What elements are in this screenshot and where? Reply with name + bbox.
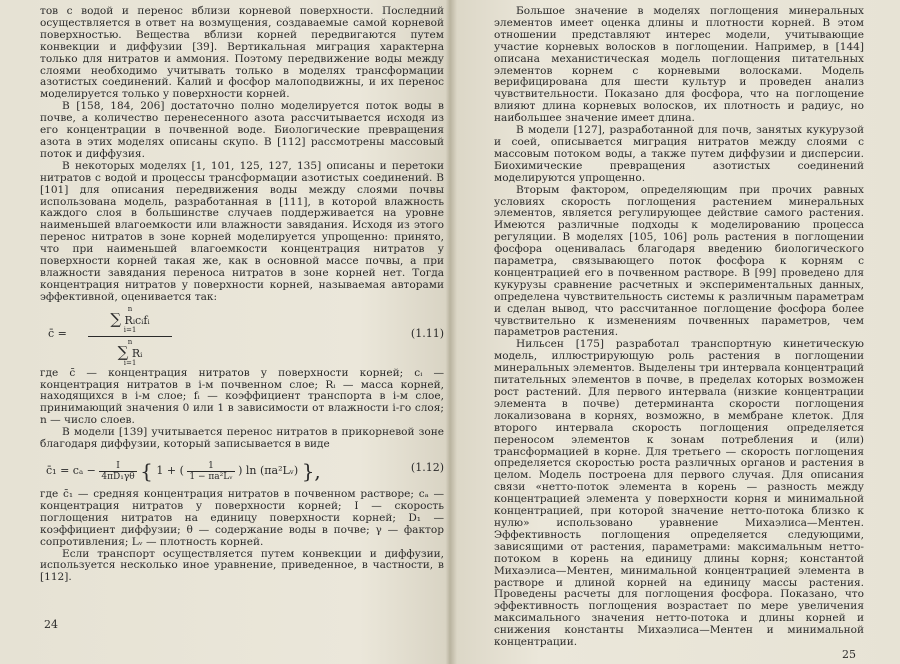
formula-2-frac2-num: 1 — [187, 461, 234, 472]
formula-2-frac1-den: 4πD₁γθ — [101, 471, 135, 482]
formula-2-frac1-num: I — [99, 461, 136, 472]
formula-1-sum-upper: n — [127, 304, 133, 313]
left-paragraph-4: где c̄ — концентрация нитратов у поверхности корней; cᵢ — концентрация нитратов в i-м почвенном слое; Rᵢ — масса корней, находящихся в i-м слое; fᵢ — коэффициент транспорта в i-м слое, принимающий значения 0 или 1 в зависимости от влажности i-го слоя; n — число слоев. — [40, 366, 444, 427]
sum-sign-icon: ∑ — [110, 309, 122, 328]
formula-2-fraction-2 — [187, 461, 234, 482]
formula-1-fraction — [88, 306, 172, 367]
left-text-bottom — [40, 489, 444, 584]
formula-1-numerator — [88, 306, 172, 337]
right-paragraph-3: Вторым фактором, определяющим при прочих равных условиях скорость поглощения растением минеральных элементов, является регулирующее действие самого растения. Имеются различные подходы к моделированию процесса регуляции. В моделях [105, 106] роль растения в поглощении фосфора оценивалась благодаря введению биологического параметра, связывающего поток фосфора к корням с концентрацией его в почвенном растворе. В [99] проведено для кукурузы сравнение расчетных и экспериментальных данных, определена чувствительность системы к различным параметрам и сделан вывод, что рассчитанное поглощение фосфора более чувствительно к изменениям почвенных параметров, чем параметров растения. — [494, 183, 864, 339]
right-page — [494, 6, 864, 649]
formula-1-11 — [40, 304, 444, 368]
right-paragraph-1: Большое значение в моделях поглощения минеральных элементов имеет оценка длины и плотности корней. В этом отношении представляют интерес модели, учитывающие участие корневых волосков в поглощении. Например, в [144] описана механистическая модель поглощения питательных элементов корнем с корневыми волосками. Модель верифицирована для шести культур и проведен анализ чувствительности. Показано для фосфора, что на поглощение влияют длина корневых волосков, их плотность и радиус, но наибольшее значение имеет длина. — [494, 5, 864, 125]
formula-1-lhs: c̄ = — [48, 326, 67, 340]
formula-2-one-plus: 1 + ( — [156, 464, 184, 477]
left-paragraph-3: В некоторых моделях [1, 101, 125, 127, 135] описаны и перетоки нитратов с водой и процессы трансформации азотистых соединений. В [101] для описания передвижения воды между слоями почвы использована модель, разработанная в [111], в которой влажность каждого слоя в большинстве случаев поддерживается на уровне наименьшей влагоемкости или влажности завядания. Исходя из этого перенос нитратов в зоне корней моделируется упрощенно: принято, что при наименьшей влагоемкости концентрация нитратов у поверхности корней такая же, как в основной массе почвы, а при влажности завядания переноса нитратов в зоне корней нет. Тогда концентрация нитратов у поверхности корней, называемая авторами эффективной, оценивается так: — [40, 159, 444, 303]
formula-1-12 — [40, 451, 444, 489]
left-paragraph-1: тов с водой и перенос вблизи корневой поверхности. Последний осуществляется в ответ на возмущения, создаваемые самой корневой поверхностью. Вещества вблизи корней передвигаются путем конвекции и диффузии [39]. Вертикальная миграция характерна только для нитратов и аммония. Поэтому передвижение воды между слоями необходимо учитывать только в моделях трансформации азотистых соединений. Калий и фосфор малоподвижны, и их перенос моделируется только у поверхности корней. — [40, 5, 444, 101]
formula-1-sum-lower: i=1 — [123, 325, 137, 334]
formula-1-denominator-expr: Rᵢ — [131, 346, 143, 360]
right-paragraph-2: В модели [127], разработанной для почв, занятых кукурузой и соей, описывается миграция нитратов между слоями с массовым потоком воды, а также путем диффузии и дисперсии. Биохимические превращения азотистых соединений моделируются упрощенно. — [494, 124, 864, 184]
sum-sign-icon: ∑ — [117, 342, 129, 361]
formula-2-brace-close: }, — [301, 459, 321, 483]
formula-1-denominator — [88, 337, 172, 367]
left-page-number: 24 — [44, 618, 58, 631]
left-text-top — [40, 6, 444, 304]
formula-1-sum-upper-den: n — [127, 337, 133, 346]
left-paragraph-5: В модели [139] учитывается перенос нитратов в прикорневой зоне благодаря диффузии, который записывается в виде — [40, 426, 444, 451]
formula-2-brace-open: { — [140, 459, 153, 483]
equation-number-1-11: (1.11) — [410, 326, 444, 340]
formula-2-lhs: c̄₁ = cₐ − — [46, 464, 96, 477]
formula-1-sum-lower-den: i=1 — [123, 358, 137, 367]
formula-2-fraction-1 — [99, 461, 136, 482]
right-paragraph-4: Нильсен [175] разработал транспортную кинетическую модель, иллюстрирующую роль растения в поглощении минеральных элементов. Выделены три интервала концентраций питательных элементов в почве, в пределах которых возможен рост растений. Для первого интервала (низкие концентрации элемента в почве) детерминанта скорости поглощения локализована в корнях, возможно, в мембране клеток. Для второго интервала скорость поглощения определяется переносом элементов к зонам потребления и (или) трансформацией в корне. Для третьего — скорость поглощения определяется скоростью роста различных органов и растения в целом. Модель построена для первого случая. Для описания связи «нетто-поток элемента в корень — разность между концентрацией элемента у поверхности корня и минимальной концентрацией, при которой значение нетто-потока близко к нулю» использовано уравнение Михаэлиса—Ментен. Эффективность поглощения определяется следующими, зависящими от растения, параметрами: максимальным нетто-потоком в корень на единицу длины корня; константой Михаэлиса—Ментен, минимальной концентрацией элемента в растворе и длиной корней на единицу массы растения. Проведены расчеты для поглощения фосфора. Показано, что эффективность поглощения возрастает по мере увеличения максимального значения нетто-потока и длины корней и снижения константы Михаэлиса—Ментен и минимальной концентрации. — [494, 338, 864, 649]
left-page — [40, 6, 444, 584]
formula-2-frac2-den: 1 − πa²Lᵥ — [189, 471, 233, 482]
left-paragraph-6: где c̄₁ — средняя концентрация нитратов в почвенном растворе; cₐ — концентрация нитратов у поверхности корней; I — скорость поглощения нитратов на единицу поверхности корней; D₁ — коэффициент диффузии; θ — содержание воды в почве; γ — фактор сопротивления; Lᵥ — плотность корней. — [40, 488, 444, 548]
formula-2-body — [46, 459, 321, 483]
formula-2-tail: ) ln (πa²Lᵥ) — [238, 464, 299, 477]
equation-number-1-12: (1.12) — [410, 461, 444, 474]
left-paragraph-7: Если транспорт осуществляется путем конвекции и диффузии, используется несколько иное уравнение, приведенное, в частности, в [112]. — [40, 547, 444, 584]
formula-1-numerator-expr: Rᵢcᵢfᵢ — [124, 313, 150, 327]
left-paragraph-2: В [158, 184, 206] достаточно полно моделируется поток воды в почве, а количество перенесенного азота рассчитывается исходя из его концентрации в почвенной воде. Биологические превращения азота в этих моделях описаны скупо. В [112] рассмотрены массовый поток и диффузия. — [40, 100, 444, 160]
right-page-number: 25 — [842, 648, 856, 661]
left-text-middle — [40, 368, 444, 451]
right-text — [494, 6, 864, 649]
